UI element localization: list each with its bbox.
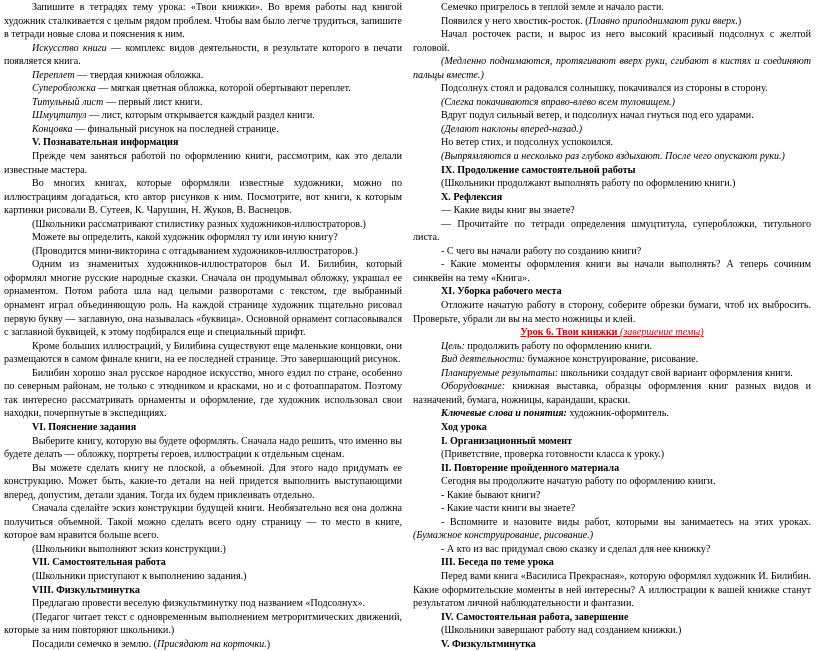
paragraph [413,28,811,55]
text-run: V. Физкультминутка [441,638,536,650]
paragraph [4,96,402,110]
paragraph [4,1,402,42]
paragraph [4,42,402,69]
paragraph [4,570,402,584]
paragraph [4,177,402,218]
paragraph [413,489,811,503]
paragraph [4,109,402,123]
text-run: Вы можете сделать книгу не плоской, а объемной. Для этого надо придумать ее конструкцию. Может быть, какие-то детали на ней придется выполнить выступающими вперед, допустим, детали здания. Тогда их будем приклеивать отдельно. [4,462,402,501]
text-run: Запишите в тетрадях тему урока: «Твои книжки». Во время работы над книгой художник сталкивается с целым рядом проблем. Чтобы вам было легче трудиться, запишите в тетради новые слова и пояснения к ним. [4,2,402,41]
paragraph [413,177,811,191]
text-run: Семечко пригрелось в теплой земле и начало расти. [441,2,664,13]
text-run: Вид деятельности: [441,354,525,366]
paragraph [413,367,811,381]
text-run: Выберите книгу, которую вы будете оформлять. Сначала надо решить, что именно вы будете делать — обложку, портреты героев, иллюстрации к отдельным сценам. [4,435,402,461]
text-run: Появился у него хвостик-росток. ( [441,15,589,27]
text-run: ) [266,638,271,650]
text-run: Плавно приподнимают руки вверх. [588,15,738,27]
text-run: Ход урока [441,421,487,433]
paragraph [413,611,811,625]
text-run: Перед вами книга «Василиса Прекрасная», которую оформлял художник И. Билибин. Какие оформительские моменты в ней интересны? А иллюстрации к вашей книжке станут результатом личной наблюдательности и фантазии. [413,570,811,610]
paragraph [413,204,811,218]
text-run: II. Повторение пройденного материала [441,462,620,474]
text-run: (Школьники рассматривают стилистику разных художников-иллюстраторов.) [32,218,366,230]
text-run: — комплекс видов деятельности, в результате которого в печати появляется книга. [4,42,402,68]
text-run: ) [737,15,742,27]
paragraph [4,502,402,543]
text-run: — финальный рисунок на последней странице. [72,123,279,135]
paragraph [413,407,811,421]
text-run: V. Познавательная информация [32,137,179,149]
text-run: Сначала сделайте эскиз конструкции будущей книги. Необязательно вся она должна получиться объемной. Такой можно сделать всего одну страницу — то место в книге, которое вам нравится больше всего. [4,503,402,542]
text-run: художник-оформитель. [566,408,669,420]
text-run: Можете вы определить, какой художник оформлял ту или иную книгу? [32,232,338,244]
paragraph [4,218,402,232]
text-run: XI. Уборка рабочего места [441,286,562,298]
text-run: VIII. Физкультминутка [32,584,140,596]
paragraph [413,380,811,407]
paragraph [413,462,811,476]
paragraph [413,82,811,96]
text-run: Прежде чем заняться работой по оформлению книги, рассмотрим, как это делали известные мастера. [4,151,402,176]
text-run: - Какие бывают книги? [441,489,541,501]
text-run: Во многих книгах, которые оформляли известные художники, можно по иллюстрациям догадаться, кто автор рисунков к ним. Посмотрите, вот книги, к которым картинки рисовали В. Сутеев, К. Чарушин, Н. Жуков, В. Васнецов. [4,178,402,217]
paragraph [4,69,402,83]
paragraph [413,55,811,82]
paragraph [413,570,811,611]
paragraph [4,150,402,177]
text-run: Билибин хорошо знал русское народное искусство, много ездил по стране, особенно по северным районам, не только с этюдником и красками, но и с фотоаппаратом. Поэтому так интересно рассматривать орнаменты и оформление, где художник использовал свои находки, почерпнутые в экспедициях. [4,367,402,420]
text-run: Начал росточек расти, и вырос из него высокий красивый подсолнух с желтой головой. [413,29,811,54]
paragraph [413,448,811,462]
paragraph [413,543,811,557]
paragraph [4,82,402,96]
paragraph [413,136,811,150]
paragraph [413,502,811,516]
text-run: (Педагог читает текст с одновременным выполнением метроритмических движений, которые за ним повторяют школьники.) [4,611,402,637]
text-run: Оборудование: [441,381,506,393]
text-run: Искусство книги [32,42,107,54]
paragraph [413,556,811,570]
text-run: III. Беседа по теме урока [441,557,554,569]
paragraph [4,543,402,557]
text-run: Предлагаю провести веселую физкультминутку под названием «Подсолнух». [32,598,366,610]
text-run: — первый лист книги. [103,96,203,108]
paragraph [413,191,811,205]
paragraph [4,597,402,611]
paragraph [413,150,811,164]
paragraph [4,421,402,435]
text-run: Подсолнух стоял и радовался солнышку, покачивался из стороны в сторону. [441,83,768,95]
text-run: — Какие виды книг вы знаете? [441,205,575,217]
paragraph [413,353,811,367]
text-run: (Приветствие, проверка готовности класса к уроку.) [441,449,665,461]
paragraph [413,299,811,326]
paragraph [413,435,811,449]
text-run: Шмуцтитул [32,110,87,122]
text-run: — мягкая цветная обложка, которой обертывают переплет. [95,83,351,95]
text-run: VI. Пояснение задания [32,421,137,433]
paragraph [413,516,811,543]
text-run: Но ветер стих, и подсолнух успокоился. [441,137,614,149]
text-run: (Бумажное конструирование, рисование.) [413,530,594,542]
text-run: Концовка [32,123,73,135]
paragraph [4,340,402,367]
text-run: - С чего вы начали работу по созданию книги? [441,245,642,257]
text-run: Цель: [441,340,465,352]
text-run: Ключевые слова и понятия: [441,408,567,420]
text-run: (Школьники завершают работу над созданием книжки.) [441,625,682,637]
text-run: Титульный лист [32,96,104,108]
text-run: - Вспомните и назовите виды работ, которыми вы занимаетесь на этих уроках. [441,516,811,528]
text-run: (Медленно поднимаются, протягивают вверх руки, сгибают в кистях и соединяют пальцы вместе.) [413,56,811,81]
paragraph [4,584,402,598]
paragraph [413,421,811,435]
paragraph [413,164,811,178]
paragraph [4,435,402,462]
paragraph [413,258,811,285]
text-run: — лист, которым открывается каждый раздел книги. [86,110,315,122]
paragraph [4,638,402,651]
text-run: (Школьники выполняют эскиз конструкции.) [32,543,226,555]
text-run: (Выпрямляются и несколько раз глубоко вздыхают. После чего опускают руки.) [441,151,785,163]
text-run: Вдруг подул сильный ветер, и подсолнух начал гнуться под его ударами. [441,110,754,122]
paragraph [4,136,402,150]
paragraph [4,123,402,137]
text-run: IX. Продолжение самостоятельной работы [441,164,636,176]
text-run: школьники создадут свой вариант оформления книги. [558,367,793,379]
text-run: бумажное конструирование, рисование. [525,354,699,366]
text-run: IV. Самостоятельная работа, завершение [441,611,629,623]
text-run: Урок 6. Твои книжки [520,327,620,339]
paragraph [413,218,811,245]
text-run: Сегодня вы продолжите начатую работу по оформлению книги. [441,476,716,488]
text-run: VII. Самостоятельная работа [32,557,166,569]
text-run: (Школьники продолжают выполнять работу по оформлению книги.) [441,178,736,190]
paragraph [4,231,402,245]
text-run: X. Рефлексия [441,191,503,203]
text-run: - А кто из вас придумал свою сказку и сделал для нее книжку? [441,543,711,555]
paragraph [4,258,402,339]
right-column [413,1,811,651]
text-run: - Какие моменты оформления книги вы начали выполнять? А теперь сочиним синквейн на тему «Книга». [413,259,811,284]
text-run: — Прочитайте по тетради определения шмуцтитула, суперобложки, титульного листа. [413,218,811,244]
text-run: Отложите начатую работу в сторону, соберите обрезки бумаги, чтоб их выбросить. Проверьте, убрали ли вы на место ножницы и клей. [413,300,811,325]
paragraph [4,556,402,570]
left-column [4,1,402,651]
text-run: Кроме больших иллюстраций, у Билибина существуют еще маленькие концовки, они размещаются в самом финале книги, на ее последней странице. Это завершающий рисунок. [4,340,402,366]
paragraph [413,15,811,29]
text-run: (Слегка покачиваются вправо-влево всем туловищем.) [441,96,675,108]
paragraph [413,638,811,651]
paragraph [4,611,402,638]
paragraph [413,1,811,15]
paragraph [413,285,811,299]
text-run: продолжить работу по оформлению книги. [464,340,653,352]
paragraph [413,109,811,123]
paragraph [413,245,811,259]
paragraph [413,96,811,110]
paragraph [413,123,811,137]
text-run: Присядают на корточки. [157,638,267,650]
text-run: (Делают наклоны вперед-назад.) [441,123,583,135]
text-run: — твердая книжная обложка. [74,69,204,81]
text-run: Суперобложка [32,83,96,95]
text-run: книжная выставка, образцы оформления книг разных видов и назначений, бумага, ножницы, карандаши, краски. [413,381,811,406]
text-run: Одним из знаменитых художников-иллюстраторов был И. Билибин, который оформлял многие русские народные сказки. Сначала он продумывал обложку, украшал ее орнаментом. Потом работа шла над целыми разворотами с текстом, где выбранный орнамент играл объединяющую роль. На каждой странице художник тщательно рисовал первую букву — заглавную, она называлась «буквица». Основной орнамент согласовывался с заглавной буквицей, к этому подбирался еще и специальный шрифт. [4,259,402,339]
text-run: - Какие части книги вы знаете? [441,503,576,515]
paragraph [413,624,811,638]
paragraph [413,326,811,340]
text-run: Планируемые результаты: [441,367,559,379]
paragraph [413,475,811,489]
text-run: (Проводится мини-викторина с отгадыванием художников-иллюстраторов.) [32,245,358,257]
paragraph [4,367,402,421]
paragraph [4,245,402,259]
paragraph [4,462,402,503]
text-run: I. Организационный момент [441,435,573,447]
paragraph [413,340,811,354]
text-run: Посадили семечко в землю. ( [32,638,158,650]
text-run: (Школьники приступают к выполнению задания.) [32,570,247,582]
text-run: (завершение темы) [620,327,704,339]
text-run: Переплет [32,69,75,81]
